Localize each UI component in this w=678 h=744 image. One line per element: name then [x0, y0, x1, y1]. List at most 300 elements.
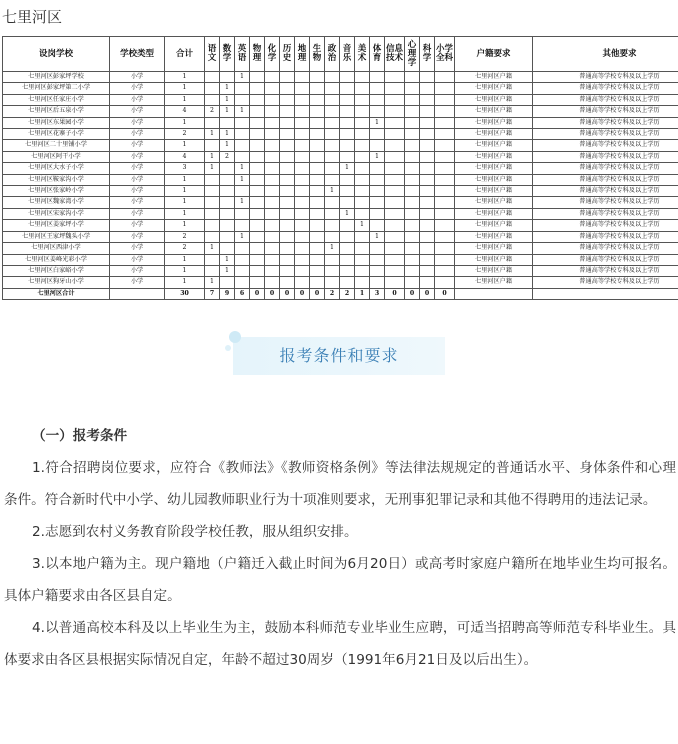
- table-cell: [385, 265, 405, 276]
- table-cell: [235, 208, 250, 219]
- table-cell: [435, 117, 455, 128]
- table-cell: [310, 231, 325, 242]
- table-cell: 1: [235, 163, 250, 174]
- table-cell: 普通高等学校专科及以上学历: [533, 117, 678, 128]
- table-cell: [435, 129, 455, 140]
- table-cell: [205, 254, 220, 265]
- table-cell: [220, 277, 235, 288]
- column-header: 体育: [370, 37, 385, 72]
- table-cell: [265, 265, 280, 276]
- table-cell: [340, 106, 355, 117]
- table-cell: [325, 106, 340, 117]
- table-cell: [325, 72, 340, 83]
- table-cell: [405, 94, 420, 105]
- table-cell: 0: [265, 288, 280, 299]
- table-cell: 七里河区户籍: [455, 83, 533, 94]
- table-cell: [250, 265, 265, 276]
- table-cell: 2: [220, 151, 235, 162]
- table-cell: 普通高等学校专科及以上学历: [533, 163, 678, 174]
- table-cell: [265, 83, 280, 94]
- table-cell: 1: [205, 129, 220, 140]
- paragraph: 1.符合招聘岗位要求，应符合《教师法》《教师资格条例》等法律法规规定的普通话水平、身体条件和心理条件。符合新时代中小学、幼儿园教师职业行为十项准则要求，无刑事犯罪记录和其他不得聘用的违法记录。: [4, 460, 676, 508]
- table-cell: 七里河区大水子小学: [3, 163, 110, 174]
- table-cell: [325, 277, 340, 288]
- table-cell: [265, 254, 280, 265]
- table-cell: 1: [370, 231, 385, 242]
- table-cell: [420, 94, 435, 105]
- table-cell: 七里河区后五泉小学: [3, 106, 110, 117]
- table-cell: [220, 208, 235, 219]
- table-cell: [420, 208, 435, 219]
- table-cell: 七里河区户籍: [455, 277, 533, 288]
- table-cell: [355, 72, 370, 83]
- table-cell: 3: [370, 288, 385, 299]
- table-cell: 1: [220, 129, 235, 140]
- table-cell: 0: [250, 288, 265, 299]
- column-header: 小学全科: [435, 37, 455, 72]
- table-cell: [435, 140, 455, 151]
- table-cell: 1: [325, 243, 340, 254]
- table-cell: [265, 220, 280, 231]
- table-cell: [370, 220, 385, 231]
- table-cell: [340, 186, 355, 197]
- table-cell: 小学: [110, 151, 165, 162]
- table-row: [3, 186, 678, 197]
- column-header: 地理: [295, 37, 310, 72]
- table-cell: [355, 277, 370, 288]
- table-cell: [370, 83, 385, 94]
- banner-decoration: [225, 345, 231, 351]
- table-cell: 1: [220, 94, 235, 105]
- table-cell: [435, 277, 455, 288]
- table-cell: [265, 163, 280, 174]
- table-cell: [325, 151, 340, 162]
- table-cell: [325, 231, 340, 242]
- table-cell: [235, 254, 250, 265]
- table-cell: 七里河区彭家坪第二小学: [3, 83, 110, 94]
- table-cell: 1: [340, 208, 355, 219]
- table-cell: [340, 117, 355, 128]
- table-cell: [420, 265, 435, 276]
- table-row: [3, 72, 678, 83]
- table-cell: [355, 197, 370, 208]
- table-cell: [405, 208, 420, 219]
- table-cell: [435, 72, 455, 83]
- table-cell: 1: [205, 151, 220, 162]
- table-cell: 1: [235, 106, 250, 117]
- table-cell: [280, 129, 295, 140]
- table-cell: [280, 94, 295, 105]
- table-cell: [435, 197, 455, 208]
- table-cell: [370, 174, 385, 185]
- table-cell: [280, 72, 295, 83]
- table-cell: [385, 243, 405, 254]
- table-cell: 小学: [110, 72, 165, 83]
- table-cell: 1: [355, 220, 370, 231]
- table-cell: [250, 129, 265, 140]
- table-cell: 1: [205, 277, 220, 288]
- table-cell: 0: [435, 288, 455, 299]
- table-cell: 普通高等学校专科及以上学历: [533, 220, 678, 231]
- table-cell: [325, 208, 340, 219]
- table-cell: [435, 151, 455, 162]
- table-cell: [340, 277, 355, 288]
- table-cell: 2: [340, 288, 355, 299]
- table-cell: 2: [205, 106, 220, 117]
- table-cell: [325, 197, 340, 208]
- table-cell: [355, 94, 370, 105]
- table-cell: 1: [220, 265, 235, 276]
- table-cell: [310, 174, 325, 185]
- table-cell: [325, 220, 340, 231]
- table-cell: 普通高等学校专科及以上学历: [533, 106, 678, 117]
- table-cell: [235, 277, 250, 288]
- table-cell: [205, 186, 220, 197]
- table-cell: [325, 117, 340, 128]
- table-cell: 2: [325, 288, 340, 299]
- table-cell: [220, 174, 235, 185]
- table-cell: 七里河区西津小学: [3, 243, 110, 254]
- table-row: [3, 254, 678, 265]
- table-cell: [250, 117, 265, 128]
- table-row: [3, 106, 678, 117]
- table-cell: [205, 220, 220, 231]
- table-cell: [310, 208, 325, 219]
- table-cell: [340, 243, 355, 254]
- table-cell: 1: [220, 254, 235, 265]
- table-cell: 1: [220, 140, 235, 151]
- table-cell: [295, 197, 310, 208]
- table-cell: 1: [165, 254, 205, 265]
- table-cell: [265, 243, 280, 254]
- table-cell: [370, 186, 385, 197]
- table-cell: 小学: [110, 208, 165, 219]
- table-cell: 小学: [110, 163, 165, 174]
- table-cell: [280, 151, 295, 162]
- table-cell: [370, 129, 385, 140]
- table-cell: [340, 83, 355, 94]
- table-cell: [355, 140, 370, 151]
- table-cell: [370, 197, 385, 208]
- table-cell: 小学: [110, 220, 165, 231]
- table-cell: [235, 220, 250, 231]
- table-cell: [250, 83, 265, 94]
- table-cell: [220, 163, 235, 174]
- table-cell: [340, 265, 355, 276]
- table-cell: [250, 106, 265, 117]
- table-cell: [235, 117, 250, 128]
- table-cell: [340, 197, 355, 208]
- table-cell: [280, 174, 295, 185]
- table-cell: [370, 140, 385, 151]
- table-cell: [340, 174, 355, 185]
- table-cell: [420, 254, 435, 265]
- table-cell: [355, 231, 370, 242]
- table-cell: 普通高等学校专科及以上学历: [533, 231, 678, 242]
- table-cell: [355, 243, 370, 254]
- table-cell: [205, 208, 220, 219]
- table-cell: [355, 208, 370, 219]
- table-cell: [280, 140, 295, 151]
- table-cell: 普通高等学校专科及以上学历: [533, 140, 678, 151]
- table-cell: 普通高等学校专科及以上学历: [533, 243, 678, 254]
- table-cell: [250, 72, 265, 83]
- table-cell: 1: [235, 197, 250, 208]
- table-cell: [435, 254, 455, 265]
- table-cell: [250, 94, 265, 105]
- table-cell: [310, 163, 325, 174]
- table-cell: [280, 277, 295, 288]
- table-cell: 七里河区户籍: [455, 129, 533, 140]
- table-cell: [235, 129, 250, 140]
- table-cell: [220, 243, 235, 254]
- table-cell: [405, 174, 420, 185]
- paragraph: 3.以本地户籍为主。现户籍地（户籍迁入截止时间为6月20日）或高考时家庭户籍所在地毕业生均可报名。具体户籍要求由各区县自定。: [4, 556, 676, 604]
- table-cell: 七里河区户籍: [455, 243, 533, 254]
- table-cell: 4: [165, 151, 205, 162]
- table-cell: [250, 231, 265, 242]
- table-cell: [310, 106, 325, 117]
- column-header: 化学: [265, 37, 280, 72]
- recruitment-table: [2, 36, 678, 300]
- table-cell: [325, 94, 340, 105]
- table-cell: [295, 129, 310, 140]
- table-cell: [385, 129, 405, 140]
- table-row: [3, 129, 678, 140]
- table-cell: [420, 174, 435, 185]
- paragraph: 4.以普通高校本科及以上毕业生为主，鼓励本科师范专业毕业生应聘，可适当招聘高等师范专科毕业生。具体要求由各区县根据实际情况自定，年龄不超过30周岁（1991年6月21日及以后出生）。: [4, 620, 676, 668]
- table-cell: [355, 117, 370, 128]
- table-cell: [265, 151, 280, 162]
- table-cell: [235, 186, 250, 197]
- table-cell: 1: [340, 163, 355, 174]
- table-cell: 1: [205, 163, 220, 174]
- subsection-heading: （一）报考条件: [32, 428, 128, 444]
- table-cell: [370, 94, 385, 105]
- table-cell: [295, 174, 310, 185]
- table-cell: [220, 72, 235, 83]
- table-cell: 小学: [110, 174, 165, 185]
- table-cell: [205, 140, 220, 151]
- table-cell: [385, 72, 405, 83]
- table-cell: [385, 197, 405, 208]
- table-cell: [310, 186, 325, 197]
- table-cell: [355, 106, 370, 117]
- table-row: [3, 220, 678, 231]
- table-cell: 1: [325, 186, 340, 197]
- table-cell: 1: [165, 83, 205, 94]
- table-cell: [405, 254, 420, 265]
- table-cell: [295, 254, 310, 265]
- table-cell: 小学: [110, 83, 165, 94]
- table-row: [3, 231, 678, 242]
- table-cell: [340, 129, 355, 140]
- table-cell: [385, 94, 405, 105]
- table-cell: [295, 94, 310, 105]
- table-cell: 0: [295, 288, 310, 299]
- table-cell: [420, 83, 435, 94]
- table-cell: 七里河区户籍: [455, 208, 533, 219]
- table-cell: [405, 220, 420, 231]
- table-cell: 七里河区户籍: [455, 174, 533, 185]
- table-cell: [265, 106, 280, 117]
- column-header: 学校类型: [110, 37, 165, 72]
- table-cell: 6: [235, 288, 250, 299]
- table-cell: 2: [165, 243, 205, 254]
- table-cell: 0: [280, 288, 295, 299]
- table-cell: 七里河区王家坪魏头小学: [3, 231, 110, 242]
- table-cell: [265, 197, 280, 208]
- table-cell: [420, 106, 435, 117]
- table-cell: [280, 83, 295, 94]
- table-cell: [405, 129, 420, 140]
- table-cell: 1: [220, 106, 235, 117]
- table-cell: 普通高等学校专科及以上学历: [533, 72, 678, 83]
- table-cell: [265, 94, 280, 105]
- district-title: 七里河区: [2, 8, 63, 26]
- table-cell: [295, 231, 310, 242]
- table-cell: 七里河区花寨子小学: [3, 129, 110, 140]
- table-cell: 1: [165, 117, 205, 128]
- table-cell: [355, 163, 370, 174]
- table-cell: [405, 231, 420, 242]
- table-cell: [250, 220, 265, 231]
- table-cell: [385, 174, 405, 185]
- table-cell: 七里河区户籍: [455, 231, 533, 242]
- table-cell: [325, 174, 340, 185]
- column-header: 其他要求: [533, 37, 678, 72]
- table-cell: 普通高等学校专科及以上学历: [533, 277, 678, 288]
- table-cell: [385, 220, 405, 231]
- table-cell: [325, 140, 340, 151]
- table-cell: [205, 265, 220, 276]
- table-cell: [420, 243, 435, 254]
- table-cell: [205, 174, 220, 185]
- table-cell: [420, 72, 435, 83]
- table-cell: 七里河区户籍: [455, 106, 533, 117]
- table-cell: [355, 265, 370, 276]
- table-cell: 1: [235, 231, 250, 242]
- column-header: 信息技术: [385, 37, 405, 72]
- table-cell: [250, 197, 265, 208]
- column-header: 户籍要求: [455, 37, 533, 72]
- table-cell: [280, 117, 295, 128]
- table-cell: [325, 129, 340, 140]
- table-cell: [280, 265, 295, 276]
- table-cell: [370, 277, 385, 288]
- table-cell: [295, 220, 310, 231]
- column-header: 数学: [220, 37, 235, 72]
- table-cell: [235, 151, 250, 162]
- table-cell: 1: [165, 72, 205, 83]
- table-cell: 0: [420, 288, 435, 299]
- table-cell: 普通高等学校专科及以上学历: [533, 174, 678, 185]
- table-cell: [205, 231, 220, 242]
- table-cell: [420, 129, 435, 140]
- table-row: [3, 151, 678, 162]
- table-cell: 3: [165, 163, 205, 174]
- table-cell: 普通高等学校专科及以上学历: [533, 94, 678, 105]
- table-cell: [340, 94, 355, 105]
- table-header-row: [3, 37, 678, 72]
- table-cell: [295, 163, 310, 174]
- table-cell: 七里河区狗牙山小学: [3, 277, 110, 288]
- table-cell: 七里河区彭家坪学校: [3, 72, 110, 83]
- table-cell: 七里河区姜峰光彩小学: [3, 254, 110, 265]
- table-cell: [265, 72, 280, 83]
- table-row: [3, 140, 678, 151]
- table-cell: 七里河区张家岭小学: [3, 186, 110, 197]
- table-cell: [435, 174, 455, 185]
- table-cell: [265, 231, 280, 242]
- table-cell: [295, 151, 310, 162]
- table-cell: [295, 265, 310, 276]
- column-header: 美术: [355, 37, 370, 72]
- table-cell: [420, 220, 435, 231]
- table-cell: 七里河区户籍: [455, 254, 533, 265]
- table-cell: 七里河区户籍: [455, 186, 533, 197]
- table-cell: [265, 117, 280, 128]
- table-cell: [355, 151, 370, 162]
- section-banner-title: 报考条件和要求: [279, 346, 399, 365]
- table-cell: 4: [165, 106, 205, 117]
- table-cell: 0: [385, 288, 405, 299]
- table-body: [3, 72, 678, 300]
- table-cell: [385, 163, 405, 174]
- table-cell: [265, 277, 280, 288]
- table-cell: 普通高等学校专科及以上学历: [533, 186, 678, 197]
- table-cell: [280, 243, 295, 254]
- table-cell: [205, 94, 220, 105]
- table-cell: [325, 83, 340, 94]
- table-cell: 七里河区姜家坪小学: [3, 220, 110, 231]
- table-cell: 小学: [110, 129, 165, 140]
- paragraph: 2.志愿到农村义务教育阶段学校任教，服从组织安排。: [32, 524, 358, 540]
- table-cell: 小学: [110, 140, 165, 151]
- table-cell: 七里河区东果园小学: [3, 117, 110, 128]
- table-cell: [280, 254, 295, 265]
- table-cell: [405, 243, 420, 254]
- table-cell: [310, 72, 325, 83]
- table-cell: 0: [405, 288, 420, 299]
- table-cell: [220, 231, 235, 242]
- table-row: [3, 174, 678, 185]
- table-cell: [280, 163, 295, 174]
- table-cell: [250, 140, 265, 151]
- table-cell: [355, 174, 370, 185]
- table-cell: 1: [165, 174, 205, 185]
- table-cell: [205, 117, 220, 128]
- table-cell: [205, 72, 220, 83]
- table-cell: 普通高等学校专科及以上学历: [533, 151, 678, 162]
- table-cell: [250, 163, 265, 174]
- table-cell: [295, 117, 310, 128]
- column-header: 语文: [205, 37, 220, 72]
- table-cell: [310, 117, 325, 128]
- table-cell: [405, 265, 420, 276]
- table-cell: [250, 208, 265, 219]
- column-header: 科学: [420, 37, 435, 72]
- table-total-row: [3, 288, 678, 299]
- table-cell: [280, 186, 295, 197]
- table-cell: [220, 220, 235, 231]
- table-row: [3, 163, 678, 174]
- table-cell: 七里河区户籍: [455, 197, 533, 208]
- table-cell: [295, 208, 310, 219]
- table-cell: 1: [165, 186, 205, 197]
- table-cell: [355, 129, 370, 140]
- table-cell: [235, 140, 250, 151]
